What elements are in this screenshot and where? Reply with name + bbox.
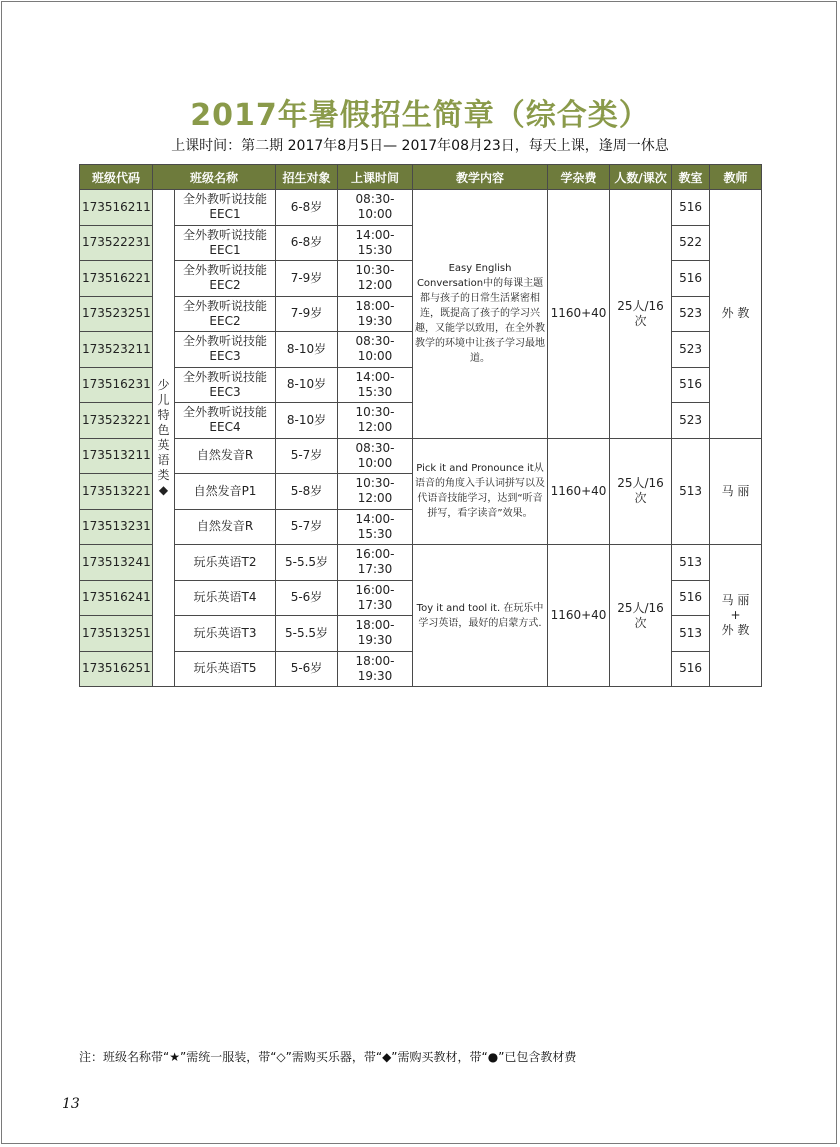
group-teacher-1: 外 教: [710, 190, 762, 439]
category-char: 英: [157, 438, 170, 452]
class-code: 173522231: [80, 225, 153, 261]
group-fee-3: 1160+40: [548, 545, 610, 687]
class-target: 5-7岁: [276, 509, 338, 545]
category-char: 少: [157, 378, 170, 392]
group-capacity-2: 25人/16次: [610, 438, 672, 545]
class-room: 522: [672, 225, 710, 261]
page-subtitle: 上课时间：第二期 2017年8月5日— 2017年08月23日，每天上课，逢周一休息: [171, 138, 669, 154]
header-capacity: 人数/课次: [610, 165, 672, 190]
class-name: 自然发音P1: [175, 474, 276, 510]
class-code: 173523221: [80, 403, 153, 439]
category-char: ◆: [158, 483, 169, 497]
teacher-line: +: [730, 608, 741, 622]
class-room: 516: [672, 261, 710, 297]
class-target: 6-8岁: [276, 190, 338, 226]
class-name: 全外教听说技能EEC3: [175, 332, 276, 368]
class-code: 173516241: [80, 580, 153, 616]
footnote: 注：班级名称带“★”需统一服装，带“◇”需购买乐器，带“◆”需购买教材，带“●”已包含教材费: [79, 1050, 577, 1064]
class-time: 10:30-12:00: [338, 403, 413, 439]
class-time: 10:30-12:00: [338, 474, 413, 510]
category-char: 语: [157, 453, 170, 467]
class-room: 513: [672, 545, 710, 581]
class-time: 16:00-17:30: [338, 580, 413, 616]
group-capacity-1: 25人/16次: [610, 190, 672, 439]
class-room: 516: [672, 580, 710, 616]
class-code: 173523211: [80, 332, 153, 368]
class-time: 08:30-10:00: [338, 332, 413, 368]
schedule-table: [79, 164, 762, 687]
category-char: 色: [157, 423, 170, 437]
class-name: 全外教听说技能EEC1: [175, 190, 276, 226]
class-code: 173516231: [80, 367, 153, 403]
header-time: 上课时间: [338, 165, 413, 190]
class-target: 5-8岁: [276, 474, 338, 510]
teacher-line: 外 教: [721, 623, 750, 637]
class-time: 14:00-15:30: [338, 367, 413, 403]
class-name: 全外教听说技能EEC2: [175, 296, 276, 332]
class-code: 173516251: [80, 651, 153, 687]
header-content: 教学内容: [413, 165, 548, 190]
class-code: 173513221: [80, 474, 153, 510]
category-char: 类: [157, 468, 170, 482]
class-target: 5-7岁: [276, 438, 338, 474]
class-code: 173516221: [80, 261, 153, 297]
table-row: [80, 545, 762, 581]
class-code: 173523251: [80, 296, 153, 332]
class-target: 5-6岁: [276, 651, 338, 687]
class-time: 18:00-19:30: [338, 651, 413, 687]
category-label: [155, 378, 172, 498]
group-capacity-3: 25人/16次: [610, 545, 672, 687]
header-name: 班级名称: [153, 165, 276, 190]
header-room: 教室: [672, 165, 710, 190]
class-time: 10:30-12:00: [338, 261, 413, 297]
class-time: 14:00-15:30: [338, 509, 413, 545]
class-target: 6-8岁: [276, 225, 338, 261]
class-room: 516: [672, 190, 710, 226]
class-name: 自然发音R: [175, 438, 276, 474]
group-content-2: Pick it and Pronounce it从语音的角度入手认词拼写以及代语音技能学习，达到“听音拼写，看字读音”效果。: [413, 438, 548, 545]
group-content-1: Easy English Conversation中的每课主题都与孩子的日常生活紧密相连，既提高了孩子的学习兴趣，又能学以致用，在全外教教学的环境中让孩子学习最地道。: [413, 190, 548, 439]
page-number: 13: [62, 1096, 80, 1112]
class-target: 5-5.5岁: [276, 545, 338, 581]
class-room: 513: [672, 616, 710, 652]
class-code: 173513241: [80, 545, 153, 581]
class-name: 全外教听说技能EEC4: [175, 403, 276, 439]
category-char: 特: [157, 408, 170, 422]
class-target: 8-10岁: [276, 332, 338, 368]
class-room: 523: [672, 403, 710, 439]
class-room: 516: [672, 651, 710, 687]
group-fee-1: 1160+40: [548, 190, 610, 439]
table-row: [80, 438, 762, 474]
class-time: 08:30-10:00: [338, 190, 413, 226]
class-name: 玩乐英语T3: [175, 616, 276, 652]
class-time: 18:00-19:30: [338, 296, 413, 332]
class-target: 8-10岁: [276, 367, 338, 403]
class-target: 7-9岁: [276, 261, 338, 297]
class-name: 玩乐英语T2: [175, 545, 276, 581]
class-name: 玩乐英语T5: [175, 651, 276, 687]
page-title: 2017年暑假招生简章（综合类）: [190, 98, 650, 133]
group-content-3: Toy it and tool it. 在玩乐中学习英语，最好的启蒙方式.: [413, 545, 548, 687]
class-time: 16:00-17:30: [338, 545, 413, 581]
class-code: 173516211: [80, 190, 153, 226]
class-time: 18:00-19:30: [338, 616, 413, 652]
group-teacher-2: 马 丽: [710, 438, 762, 545]
group-teacher-3: [710, 545, 762, 687]
table-row: [80, 190, 762, 226]
class-time: 08:30-10:00: [338, 438, 413, 474]
teacher-line: 马 丽: [721, 593, 750, 607]
class-name: 玩乐英语T4: [175, 580, 276, 616]
class-name: 全外教听说技能EEC1: [175, 225, 276, 261]
class-name: 全外教听说技能EEC2: [175, 261, 276, 297]
class-code: 173513231: [80, 509, 153, 545]
class-time: 14:00-15:30: [338, 225, 413, 261]
group-fee-2: 1160+40: [548, 438, 610, 545]
category-cell: [153, 190, 175, 687]
class-room: 523: [672, 332, 710, 368]
class-target: 5-5.5岁: [276, 616, 338, 652]
class-name: 全外教听说技能EEC3: [175, 367, 276, 403]
class-room: 516: [672, 367, 710, 403]
header-teacher: 教师: [710, 165, 762, 190]
table-header-row: [80, 165, 762, 190]
class-name: 自然发音R: [175, 509, 276, 545]
header-target: 招生对象: [276, 165, 338, 190]
class-target: 5-6岁: [276, 580, 338, 616]
class-target: 7-9岁: [276, 296, 338, 332]
class-code: 173513211: [80, 438, 153, 474]
class-room: 513: [672, 438, 710, 545]
header-code: 班级代码: [80, 165, 153, 190]
category-char: 儿: [157, 393, 170, 407]
class-room: 523: [672, 296, 710, 332]
header-fee: 学杂费: [548, 165, 610, 190]
class-code: 173513251: [80, 616, 153, 652]
class-target: 8-10岁: [276, 403, 338, 439]
